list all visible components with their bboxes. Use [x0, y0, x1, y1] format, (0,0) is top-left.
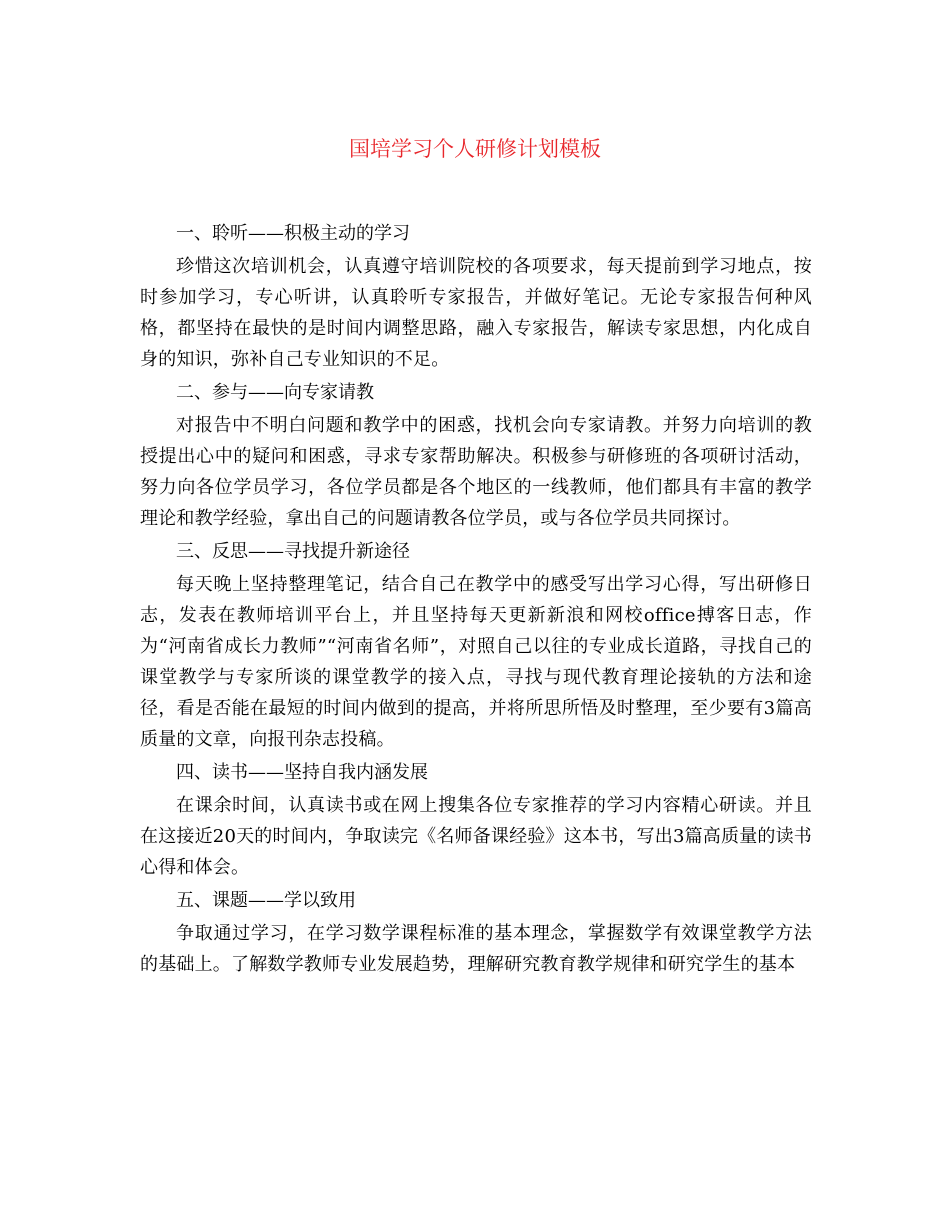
- section-heading: 三、反思——寻找提升新途径: [176, 541, 410, 562]
- section-heading: 二、参与——向专家请教: [176, 382, 374, 403]
- section-paragraph: 对报告中不明白问题和教学中的困惑，找机会向专家请教。并努力向培训的教授提出心中的疑问和困惑，寻求专家帮助解决。积极参与研修班的各项研讨活动，努力向各位学员学习，各位学员都是各个地区的一线教师，他们都具有丰富的教学理论和教学经验，拿出自己的问题请教各位学员，或与各位学员共同探讨。: [140, 415, 812, 529]
- document-body: [140, 218, 812, 982]
- section-listen: [140, 218, 812, 375]
- section-research: [140, 885, 812, 980]
- section-paragraph: 争取通过学习，在学习数学课程标准的基本理念，掌握数学有效课堂教学方法的基础上。了解数学教师专业发展趋势，理解研究教育教学规律和研究学生的基本: [140, 923, 812, 975]
- section-paragraph: 每天晚上坚持整理笔记，结合自己在教学中的感受写出学习心得，写出研修日志，发表在教师培训平台上，并且坚持每天更新新浪和网校office搏客日志，作为“河南省成长力教师”“河南省名师”，对照自己以往的专业成长道路，寻找自己的课堂教学与专家所谈的课堂教学的接入点，寻找与现代教育理论接轨的方法和途径，看是否能在最短的时间内做到的提高，并将所思所悟及时整理，至少要有3篇高质量的文章，向报刊杂志投稿。: [140, 574, 812, 750]
- section-heading: 一、聆听——积极主动的学习: [176, 223, 410, 244]
- section-read: [140, 757, 812, 883]
- document-title: 国培学习个人研修计划模板: [349, 137, 601, 161]
- section-heading: 四、读书——坚持自我内涵发展: [176, 762, 428, 783]
- section-heading: 五、课题——学以致用: [176, 890, 356, 911]
- section-reflect: [140, 536, 812, 755]
- section-paragraph: 在课余时间，认真读书或在网上搜集各位专家推荐的学习内容精心研读。并且在这接近20天的时间内，争取读完《名师备课经验》这本书，写出3篇高质量的读书心得和体会。: [140, 795, 812, 878]
- section-participate: [140, 377, 812, 534]
- section-paragraph: 珍惜这次培训机会，认真遵守培训院校的各项要求，每天提前到学习地点，按时参加学习，专心听讲，认真聆听专家报告，并做好笔记。无论专家报告何种风格，都坚持在最快的是时间内调整思路，融入专家报告，解读专家思想，内化成自身的知识，弥补自己专业知识的不足。: [140, 256, 812, 370]
